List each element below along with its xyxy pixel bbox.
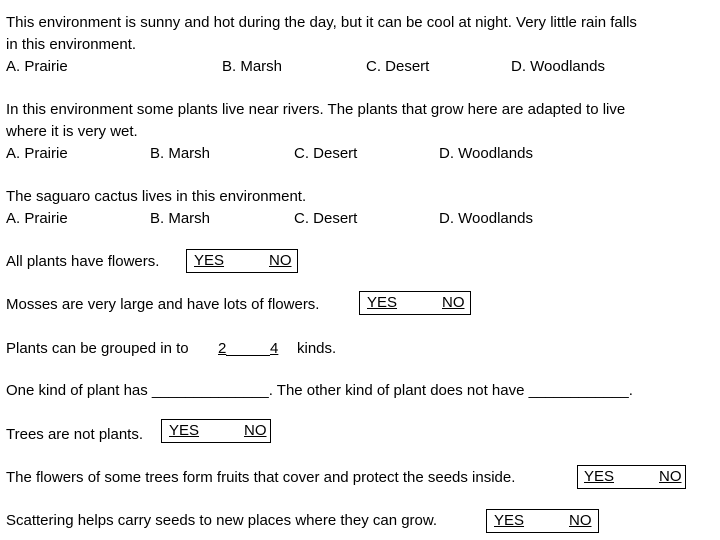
q8-text: Trees are not plants. (6, 426, 144, 443)
q10-text: Scattering helps carry seeds to new places where they can grow. (6, 512, 438, 529)
q4-yes-option[interactable]: YES (194, 252, 225, 269)
q1-option-b[interactable]: B. Marsh (222, 58, 283, 75)
q6-option-2[interactable]: 2 (218, 340, 227, 357)
q3-line1: The saguaro cactus lives in this environment. (6, 188, 307, 205)
q3-option-c[interactable]: C. Desert (294, 210, 358, 227)
q3-option-b[interactable]: B. Marsh (150, 210, 211, 227)
q5-text: Mosses are very large and have lots of flowers. (6, 296, 320, 313)
q3-option-d[interactable]: D. Woodlands (439, 210, 533, 227)
q2-option-b[interactable]: B. Marsh (150, 145, 211, 162)
q2-option-c[interactable]: C. Desert (294, 145, 358, 162)
q9-yes-option[interactable]: YES (584, 468, 615, 485)
q1-option-c[interactable]: C. Desert (366, 58, 430, 75)
q6-option-4[interactable]: 4 (270, 340, 279, 357)
q2-line1: In this environment some plants live near rivers. The plants that grow here are adapted to live (6, 101, 626, 118)
q9-answer-box (577, 465, 686, 489)
q10-answer-box (486, 509, 599, 533)
q1-line2: in this environment. (6, 36, 137, 53)
q9-text: The flowers of some trees form fruits that cover and protect the seeds inside. (6, 469, 516, 486)
q1-option-a[interactable]: A. Prairie (6, 58, 68, 75)
q10-yes-option[interactable]: YES (494, 512, 525, 529)
q10-no-option[interactable]: NO (569, 512, 592, 529)
q5-answer-box (359, 291, 471, 315)
q8-yes-option[interactable]: YES (169, 422, 200, 439)
q8-answer-box (161, 419, 271, 443)
q2-line2: where it is very wet. (6, 123, 138, 140)
q6-blank (226, 340, 270, 356)
q6-suffix: kinds. (297, 340, 337, 357)
q5-no-option[interactable]: NO (442, 294, 465, 311)
q9-no-option[interactable]: NO (659, 468, 682, 485)
q5-yes-option[interactable]: YES (367, 294, 398, 311)
q4-text: All plants have flowers. (6, 253, 160, 270)
q4-no-option[interactable]: NO (269, 252, 292, 269)
q2-option-a[interactable]: A. Prairie (6, 145, 68, 162)
q2-option-d[interactable]: D. Woodlands (439, 145, 533, 162)
q8-no-option[interactable]: NO (244, 422, 267, 439)
q1-option-d[interactable]: D. Woodlands (511, 58, 605, 75)
q3-option-a[interactable]: A. Prairie (6, 210, 68, 227)
q4-answer-box (186, 249, 298, 273)
q6-prefix: Plants can be grouped in to (6, 340, 189, 357)
q1-line1: This environment is sunny and hot during the day, but it can be cool at night. Very little rain falls (6, 14, 637, 31)
q7-text[interactable]: One kind of plant has ______________. The other kind of plant does not have ____________. (6, 382, 633, 399)
